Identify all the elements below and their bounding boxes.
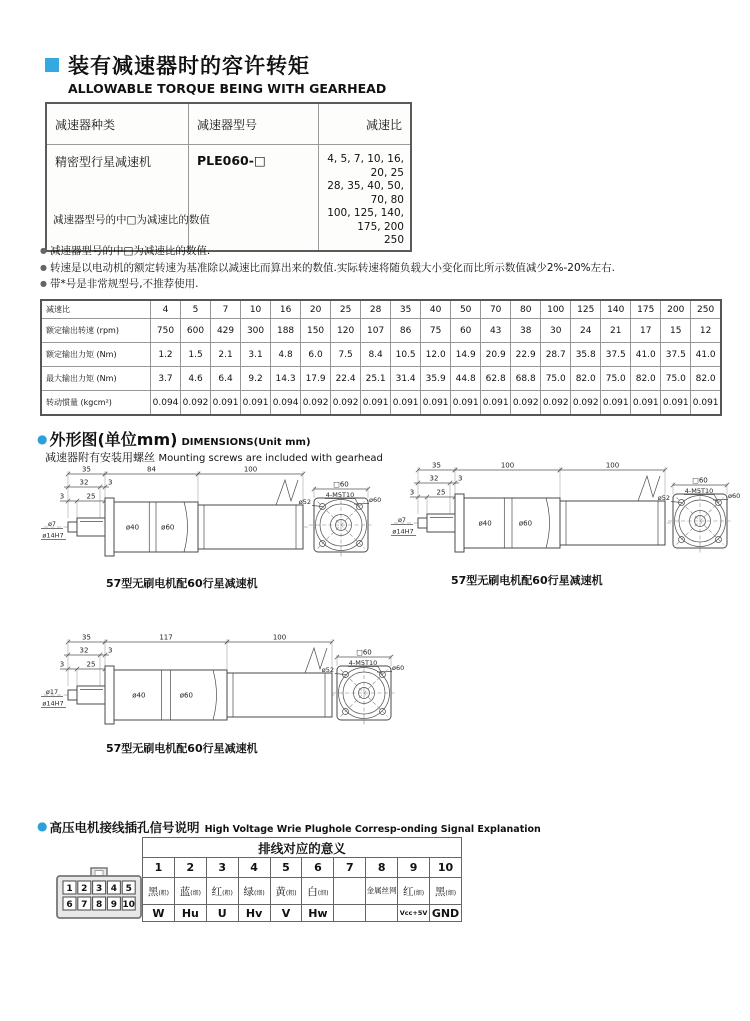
spec-cell: 25.1 [361,367,391,391]
spec-table-row [41,391,721,416]
bullet-icon: ● [40,246,47,255]
spec-cell: 125 [571,300,601,319]
bullet-icon: ● [40,279,47,288]
spec-cell: 37.5 [601,343,631,367]
dim-label: 25 [86,492,96,501]
wiring-title-cn: 高压电机接线插孔信号说明 [49,820,200,835]
spec-cell: 6.4 [211,367,241,391]
dim-label: 3 [108,478,113,487]
spec-cell: 25 [331,300,361,319]
dim-label: 25 [436,488,446,497]
spec-cell: 22.9 [511,343,541,367]
wiring-wire-color [334,878,366,905]
spec-cell: 35.9 [421,367,451,391]
dim-label: ø40 [478,519,492,528]
dim-label: 3 [409,488,415,497]
spec-table-row [41,367,721,391]
spec-row-label: 减速比 [41,300,151,319]
spec-cell: 10 [241,300,271,319]
dimensions-title-en: DIMENSIONS(Unit mm) [181,437,311,448]
spec-cell: 0.092 [511,391,541,416]
wiring-signal: Vcc+5V [398,905,430,922]
spec-cell: 100 [541,300,571,319]
dim-label: ø40 [125,523,140,532]
wiring-wire-color: 黑(细) [430,878,462,905]
wiring-pin-number: 7 [334,858,366,878]
spec-cell: 4 [151,300,181,319]
spec-cell: 20.9 [481,343,511,367]
gearhead-model-table [45,102,412,252]
dim-label: □60 [692,476,708,485]
spec-cell: 24 [571,319,601,343]
dim-label: □60 [333,480,349,489]
wiring-signal: Hv [238,905,270,922]
spec-cell: 600 [181,319,211,343]
dim-label: 117 [159,633,173,642]
spec-cell: 75.0 [661,367,691,391]
spec-cell: 31.4 [391,367,421,391]
dim-label: 3 [458,474,463,483]
dim-label: 3 [59,492,65,501]
note-text: 减速器型号的中□为减速比的数值. [49,245,211,257]
dim-label: 35 [82,465,91,474]
spec-cell: 429 [211,319,241,343]
spec-table-row [41,300,721,319]
spec-cell: 7 [211,300,241,319]
wiring-signal: Hu [174,905,206,922]
spec-cell: 0.092 [181,391,211,416]
spec-cell: 140 [601,300,631,319]
spec-cell: 44.8 [451,367,481,391]
gearhead-type: 精密型行星减速机 [46,145,189,251]
note-text: 转速是以电动机的额定转速为基准除以减速比而算出来的数值.实际转速将随负载大小变化而比所示数值减少2%-20%左右. [49,261,615,274]
spec-cell: 28.7 [541,343,571,367]
wiring-pin-number: 10 [430,858,462,878]
col-header-model: 减速器型号 [189,103,319,145]
dim-label: ø14H7 [42,531,64,540]
spec-cell: 14.9 [451,343,481,367]
ratio-line: 100, 125, 140, 175, 200 [327,207,404,233]
wiring-signal: V [270,905,302,922]
dim-label: 3 [108,646,113,655]
spec-cell: 0.091 [481,391,511,416]
spec-cell: 0.091 [421,391,451,416]
spec-cell: 1.5 [181,343,211,367]
wiring-pin-number: 1 [143,858,175,878]
drawing-3-caption: 57型无刷电机配60行星减速机 [106,742,258,755]
dim-label: 100 [243,465,258,474]
wiring-signal: U [206,905,238,922]
dim-label: ø7 [397,516,407,524]
drawing-2 [388,457,742,575]
spec-table [40,299,722,416]
spec-cell: 3.7 [151,367,181,391]
spec-cell: 250 [691,300,721,319]
spec-cell: 80 [511,300,541,319]
spec-table-body [41,300,721,415]
spec-cell: 7.5 [331,343,361,367]
blue-dot-icon: ● [37,432,48,446]
spec-cell: 62.8 [481,367,511,391]
dim-label: 32 [79,478,89,487]
spec-cell: 0.091 [631,391,661,416]
dim-label: 84 [147,465,156,474]
wiring-pin-number: 9 [398,858,430,878]
dim-label: 32 [79,646,89,655]
spec-cell: 9.2 [241,367,271,391]
spec-cell: 82.0 [571,367,601,391]
spec-cell: 300 [241,319,271,343]
gearhead-model: PLE060-□ [189,145,319,251]
spec-cell: 70 [481,300,511,319]
spec-row-label: 额定输出力矩 (Nm) [41,343,151,367]
spec-cell: 38 [511,319,541,343]
spec-cell: 37.5 [661,343,691,367]
dim-label: 32 [429,474,439,483]
connector-pin-number: 9 [110,900,118,910]
wiring-wire-color: 黄(粗) [270,878,302,905]
spec-cell: 120 [331,319,361,343]
spec-row-label: 额定输出转速 (rpm) [41,319,151,343]
spec-cell: 0.094 [271,391,301,416]
wiring-wire-color: 绿(细) [238,878,270,905]
connector-pin-number: 6 [66,900,73,910]
spec-cell: 1.2 [151,343,181,367]
spec-cell: 0.092 [571,391,601,416]
wiring-title-en: High Voltage Wrie Plughole Corresp-onding Signal Explanation [204,824,541,835]
spec-cell: 0.092 [301,391,331,416]
spec-cell: 82.0 [631,367,661,391]
wiring-wire-color: 红(粗) [206,878,238,905]
spec-cell: 4.6 [181,367,211,391]
motor-cable-icon [638,476,660,501]
page-title-block [45,50,386,96]
connector-pin-number: 3 [95,884,103,894]
spec-cell: 12.0 [421,343,451,367]
notes-list [40,243,615,293]
wiring-table [142,837,462,922]
spec-cell: 30 [541,319,571,343]
wiring-wire-color: 白(细) [302,878,334,905]
spec-cell: 188 [271,319,301,343]
motor-cable-icon [276,480,298,505]
technical-drawing [38,629,407,743]
wiring-pin-number: 4 [238,858,270,878]
spec-cell: 10.5 [391,343,421,367]
spec-cell: 68.8 [511,367,541,391]
dim-label: 4-M5T10 [348,659,378,667]
dim-label: ø14H7 [392,527,414,536]
spec-cell: 14.3 [271,367,301,391]
spec-cell: 86 [391,319,421,343]
wiring-pin-number: 6 [302,858,334,878]
connector-pin-number: 8 [95,900,103,910]
spec-cell: 0.091 [451,391,481,416]
spec-cell: 28 [361,300,391,319]
spec-cell: 0.091 [391,391,421,416]
blue-square-bullet-icon [45,58,59,72]
spec-cell: 50 [451,300,481,319]
wiring-pin-number: 3 [206,858,238,878]
wiring-signal: GND [430,905,462,922]
spec-cell: 4.8 [271,343,301,367]
spec-cell: 0.091 [601,391,631,416]
connector-pin-number: 7 [81,900,88,910]
spec-cell: 200 [661,300,691,319]
spec-cell: 41.0 [691,343,721,367]
spec-row-label: 转动惯量 (kgcm²) [41,391,151,416]
note-item [40,243,615,260]
wiring-table-title: 排线对应的意义 [143,838,462,858]
drawing-1 [38,461,392,579]
note-item [40,260,615,277]
wiring-pin-number: 5 [270,858,302,878]
col-header-type: 减速器种类 [46,103,189,145]
dimensions-subtitle-en: Mounting screws are included with gearhead [158,453,383,464]
dim-label: ø52 [657,494,670,502]
dim-label: ø60 [369,496,382,504]
spec-cell: 21 [601,319,631,343]
drawing-1-caption: 57型无刷电机配60行星减速机 [106,577,258,590]
spec-table-row [41,343,721,367]
dim-label: 100 [605,461,620,470]
dim-label: ø17 [45,688,59,696]
dim-label: ø60 [728,492,741,500]
wiring-wire-color: 金属丝网 [366,878,398,905]
wiring-pin-number: 8 [366,858,398,878]
spec-cell: 0.092 [331,391,361,416]
spec-cell: 0.091 [691,391,721,416]
dim-label: ø52 [298,498,311,506]
spec-cell: 35.8 [571,343,601,367]
spec-cell: 2.1 [211,343,241,367]
dim-label: ø60 [392,664,405,672]
spec-cell: 0.091 [361,391,391,416]
dimensions-header [37,427,311,450]
spec-cell: 16 [271,300,301,319]
dim-label: ø7 [47,520,57,528]
dim-label: ø60 [179,691,193,700]
connector-pin-number: 1 [66,884,73,894]
wiring-header [37,817,541,836]
dim-label: ø14H7 [42,699,64,708]
spec-cell: 6.0 [301,343,331,367]
spec-cell: 15 [661,319,691,343]
note-text: 带*号是非常规型号,不推荐使用. [49,278,199,290]
spec-cell: 0.094 [151,391,181,416]
spec-row-label: 最大输出力矩 (Nm) [41,367,151,391]
spec-cell: 22.4 [331,367,361,391]
dimensions-title-cn: 外形图(单位mm) [49,430,178,449]
wiring-table-body [143,838,462,922]
note-item [40,276,615,293]
dim-label: 100 [500,461,515,470]
ratio-line: 28, 35, 40, 50, 70, 80 [327,180,404,206]
blue-dot-icon: ● [37,819,48,833]
connector-pin-number: 5 [125,884,132,894]
wiring-signal [366,905,398,922]
connector-plug-icon [55,865,143,925]
dim-label: 35 [432,461,441,470]
spec-cell: 40 [421,300,451,319]
spec-cell: 41.0 [631,343,661,367]
dimensions-subtitle-cn: 减速器附有安装用螺丝 [45,451,155,464]
spec-cell: 12 [691,319,721,343]
spec-cell: 107 [361,319,391,343]
spec-cell: 75 [421,319,451,343]
dim-label: 3 [59,660,65,669]
spec-cell: 0.091 [211,391,241,416]
dim-label: □60 [356,648,372,657]
spec-cell: 17.9 [301,367,331,391]
dim-label: ø52 [321,666,334,674]
spec-cell: 17 [631,319,661,343]
spec-cell: 75.0 [601,367,631,391]
spec-cell: 0.092 [541,391,571,416]
spec-table-row [41,319,721,343]
page-title-en: ALLOWABLE TORQUE BEING WITH GEARHEAD [68,81,387,96]
dim-label: 4-M5T10 [325,491,355,499]
spec-cell: 60 [451,319,481,343]
spec-cell: 175 [631,300,661,319]
dim-label: 4-M5T10 [684,487,714,495]
ratio-line: 4, 5, 7, 10, 16, 20, 25 [327,153,404,179]
spec-cell: 43 [481,319,511,343]
wiring-signal [334,905,366,922]
technical-drawing [38,461,392,575]
drawing-3 [38,629,407,747]
spec-cell: 35 [391,300,421,319]
dim-label: ø60 [518,519,533,528]
drawing-2-caption: 57型无刷电机配60行星减速机 [451,574,603,587]
wiring-pin-number: 2 [174,858,206,878]
gearhead-ratios [319,145,412,251]
spec-cell: 0.091 [241,391,271,416]
spec-cell: 150 [301,319,331,343]
wiring-wire-color: 红(细) [398,878,430,905]
dim-label: 100 [272,633,287,642]
model-note: 减速器型号的中□为减速比的数值 [53,214,210,226]
wiring-signal: W [143,905,175,922]
ratio-line: 250 [383,234,404,246]
bullet-icon: ● [40,262,47,272]
spec-cell: 3.1 [241,343,271,367]
spec-cell: 750 [151,319,181,343]
page-title-cn: 装有减速器时的容许转矩 [68,54,310,78]
wiring-wire-color: 蓝(细) [174,878,206,905]
spec-cell: 20 [301,300,331,319]
connector-pin-number: 2 [81,884,88,894]
wiring-signal: Hw [302,905,334,922]
spec-cell: 8.4 [361,343,391,367]
connector-pin-number: 10 [122,900,135,910]
spec-cell: 0.091 [661,391,691,416]
spec-cell: 75.0 [541,367,571,391]
dim-label: 25 [86,660,96,669]
dim-label: 35 [82,633,91,642]
spec-cell: 82.0 [691,367,721,391]
connector-pin-number: 4 [110,884,118,894]
dim-label: ø60 [161,523,175,532]
spec-cell: 5 [181,300,211,319]
technical-drawing [388,457,742,571]
wiring-wire-color: 黑(粗) [143,878,175,905]
dim-label: ø40 [132,691,146,700]
col-header-ratio: 减速比 [319,103,412,145]
